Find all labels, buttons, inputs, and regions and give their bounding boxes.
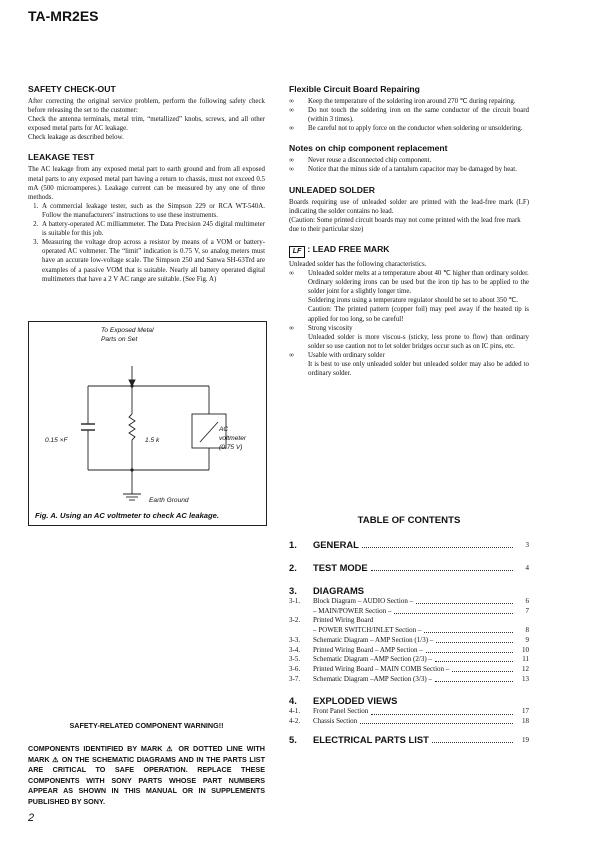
- chip-notes-heading: Notes on chip component replacement: [289, 143, 448, 154]
- toc-section-electrical-parts-list[interactable]: 5. ELECTRICAL PARTS LIST 19: [289, 733, 529, 745]
- list-item: Ordinary soldering irons can be used but the iron tip has to be applied to the solder joint for a slightly longer time.: [308, 279, 529, 296]
- table-of-contents: [289, 515, 529, 746]
- safety-body-2: Check the antenna terminals, metal trim, “metallized” knobs, screws, and all other exposed metal parts for AC leakage.: [28, 116, 265, 133]
- ground-label: Earth Ground: [149, 497, 189, 504]
- list-item: 3. Measuring the voltage drop across a resistor by means of a VOM or battery-operated AC voltmeter. The “limit” indication is 0.75 V, so analog meters must have an accurate low-voltage scale. The Simpson 250 and Sanwa SH-63Trd are examples of a passive VOM that is suitable. Nearly all battery operated digital multimeters that have a 2 V AC range are suitable. (See Fig. A): [40, 238, 265, 283]
- figure-a: [28, 321, 267, 526]
- list-item: ∞ Never reuse a disconnected chip component.: [289, 157, 432, 165]
- model-title: TA-MR2ES: [28, 8, 99, 24]
- list-item: 2. A battery-operated AC milliammeter. The Data Precision 245 digital multimeter is suitable for this job.: [40, 220, 265, 238]
- resistor-label: 1.5 k: [145, 437, 160, 444]
- list-item: Unleaded solder is more viscou-s (sticky, less prone to flow) than ordinary solder so use caution not to let solder bridges occur such as on IC pins, etc.: [308, 333, 529, 350]
- toc-section-general[interactable]: 1. GENERAL 3: [289, 539, 529, 550]
- figure-top-label-1: To Exposed Metal: [101, 327, 154, 334]
- list-item: It is best to use only unleaded solder but unleaded solder may also be added to ordinary solder.: [308, 360, 529, 378]
- right-column: [289, 84, 529, 378]
- toc-entry[interactable]: 3-1. Block Diagram – AUDIO Section – 6: [289, 597, 529, 605]
- leakage-test-heading: LEAKAGE TEST: [28, 152, 95, 163]
- safety-checkout-heading: SAFETY CHECK-OUT: [28, 84, 116, 94]
- figure-top-label-2: Parts on Set: [101, 336, 138, 343]
- list-item: Soldering irons using a temperature regulator should be set to about 350 ℃.: [308, 297, 519, 305]
- list-item: ∞ Do not touch the soldering iron on the same conductor of the circuit board (within 3 times).: [289, 107, 529, 124]
- toc-section-exploded-views[interactable]: 4. EXPLODED VIEWS: [289, 695, 398, 707]
- lead-free-intro: Unleaded solder has the following characteristics.: [289, 260, 427, 268]
- leakage-circuit-diagram: [29, 322, 266, 525]
- figure-caption: Fig. A. Using an AC voltmeter to check AC leakage.: [35, 511, 219, 520]
- lead-free-mark-heading: LF : LEAD FREE MARK: [289, 244, 529, 258]
- toc-entry[interactable]: 3-3. Schematic Diagram – AMP Section (1/3) – 9: [289, 635, 529, 644]
- lead-free-list: [289, 269, 529, 378]
- toc-entry[interactable]: – POWER SWITCH/INLET Section – 8: [313, 626, 529, 635]
- list-item: ∞ Unleaded solder melts at a temperature about 40 ℃ higher than ordinary solder.: [289, 270, 529, 278]
- flex-board-heading: Flexible Circuit Board Repairing: [289, 84, 420, 94]
- toc-entry[interactable]: 3-7. Schematic Diagram –AMP Section (3/3) – 13: [289, 674, 529, 683]
- list-item: ∞ Notice that the minus side of a tantalum capacitor may be damaged by heat.: [289, 166, 517, 174]
- chip-notes-list: [289, 156, 529, 174]
- warning-body: COMPONENTS IDENTIFIED BY MARK ⚠ OR DOTTED LINE WITH MARK ⚠ ON THE SCHEMATIC DIAGRAMS AND IN THE PARTS LIST ARE CRITICAL TO SAFE OPERATION. REPLACE THESE COMPONENTS WITH SONY PARTS WHOSE PART NUMBERS APPEAR AS SHOWN IN THIS MANUAL OR IN SUPPLEMENTS PUBLISHED BY SONY.: [28, 744, 265, 806]
- leakage-methods-list: [28, 202, 265, 284]
- toc-section-test-mode[interactable]: 2. TEST MODE 4: [289, 562, 529, 573]
- safety-body: After correcting the original service problem, perform the following safety check before releasing the set to the customer:: [28, 98, 265, 115]
- list-item: 1. A commercial leakage tester, such as the Simpson 229 or RCA WT-540A. Follow the manufacturers’ instructions to use these instruments.: [40, 202, 265, 220]
- safety-body-3: Check leakage as described below.: [28, 134, 124, 142]
- lead-free-icon: LF: [289, 246, 305, 258]
- flex-board-list: [289, 97, 529, 133]
- safety-warning: [28, 721, 265, 808]
- warning-title: SAFETY-RELATED COMPONENT WARNING!!: [69, 721, 224, 730]
- toc-entry[interactable]: 3-2. Printed Wiring Board: [289, 616, 374, 625]
- unleaded-body: Boards requiring use of unleaded solder are printed with the lead-free mark (LF) indicating the solder contains no lead.: [289, 198, 529, 215]
- toc-entry[interactable]: 4-2. Chassis Section 18: [289, 717, 529, 726]
- leakage-body: The AC leakage from any exposed metal part to earth ground and from all exposed metal parts to any exposed metal part having a return to chassis, must not exceed 0.5 mA (500 microamperes.). Leakage current can be measured by any one of three methods.: [28, 166, 265, 201]
- meter-label-3: (0.75 V): [219, 444, 243, 451]
- list-item: ∞ Keep the temperature of the soldering iron around 270 ℃ during repairing.: [289, 98, 516, 105]
- page-number: 2: [28, 812, 35, 824]
- toc-entry[interactable]: – MAIN/POWER Section – 7: [313, 606, 529, 615]
- unleaded-caution: (Caution: Some printed circuit boards may not come printed with the lead free mark due to their particular size): [289, 216, 521, 233]
- left-column: [28, 84, 265, 284]
- toc-entry[interactable]: 3-5. Schematic Diagram –AMP Section (2/3) – 11: [289, 655, 529, 664]
- toc-section-diagrams[interactable]: 3. DIAGRAMS: [289, 585, 365, 596]
- unleaded-solder-heading: UNLEADED SOLDER: [289, 184, 375, 195]
- meter-label-1: AC: [219, 426, 229, 433]
- toc-title: TABLE OF CONTENTS: [357, 515, 461, 526]
- capacitor-label: 0.15 ×F: [45, 437, 68, 444]
- toc-entry[interactable]: 3-6. Printed Wiring Board – MAIN COMB Section – 12: [289, 664, 529, 673]
- list-item: ∞ Strong viscosity: [289, 324, 353, 332]
- list-item: Caution: The printed pattern (copper foil) may peel away if the heated tip is applied for too long, so be careful!: [308, 306, 529, 323]
- list-item: ∞ Usable with ordinary solder: [289, 351, 385, 359]
- toc-entry[interactable]: 3-4. Printed Wiring Board – AMP Section – 10: [289, 645, 529, 654]
- list-item: ∞ Be careful not to apply force on the conductor when soldering or unsoldering.: [289, 125, 523, 133]
- toc-entry[interactable]: 4-1. Front Panel Section 17: [289, 707, 529, 716]
- meter-label-2: voltmeter: [219, 435, 247, 442]
